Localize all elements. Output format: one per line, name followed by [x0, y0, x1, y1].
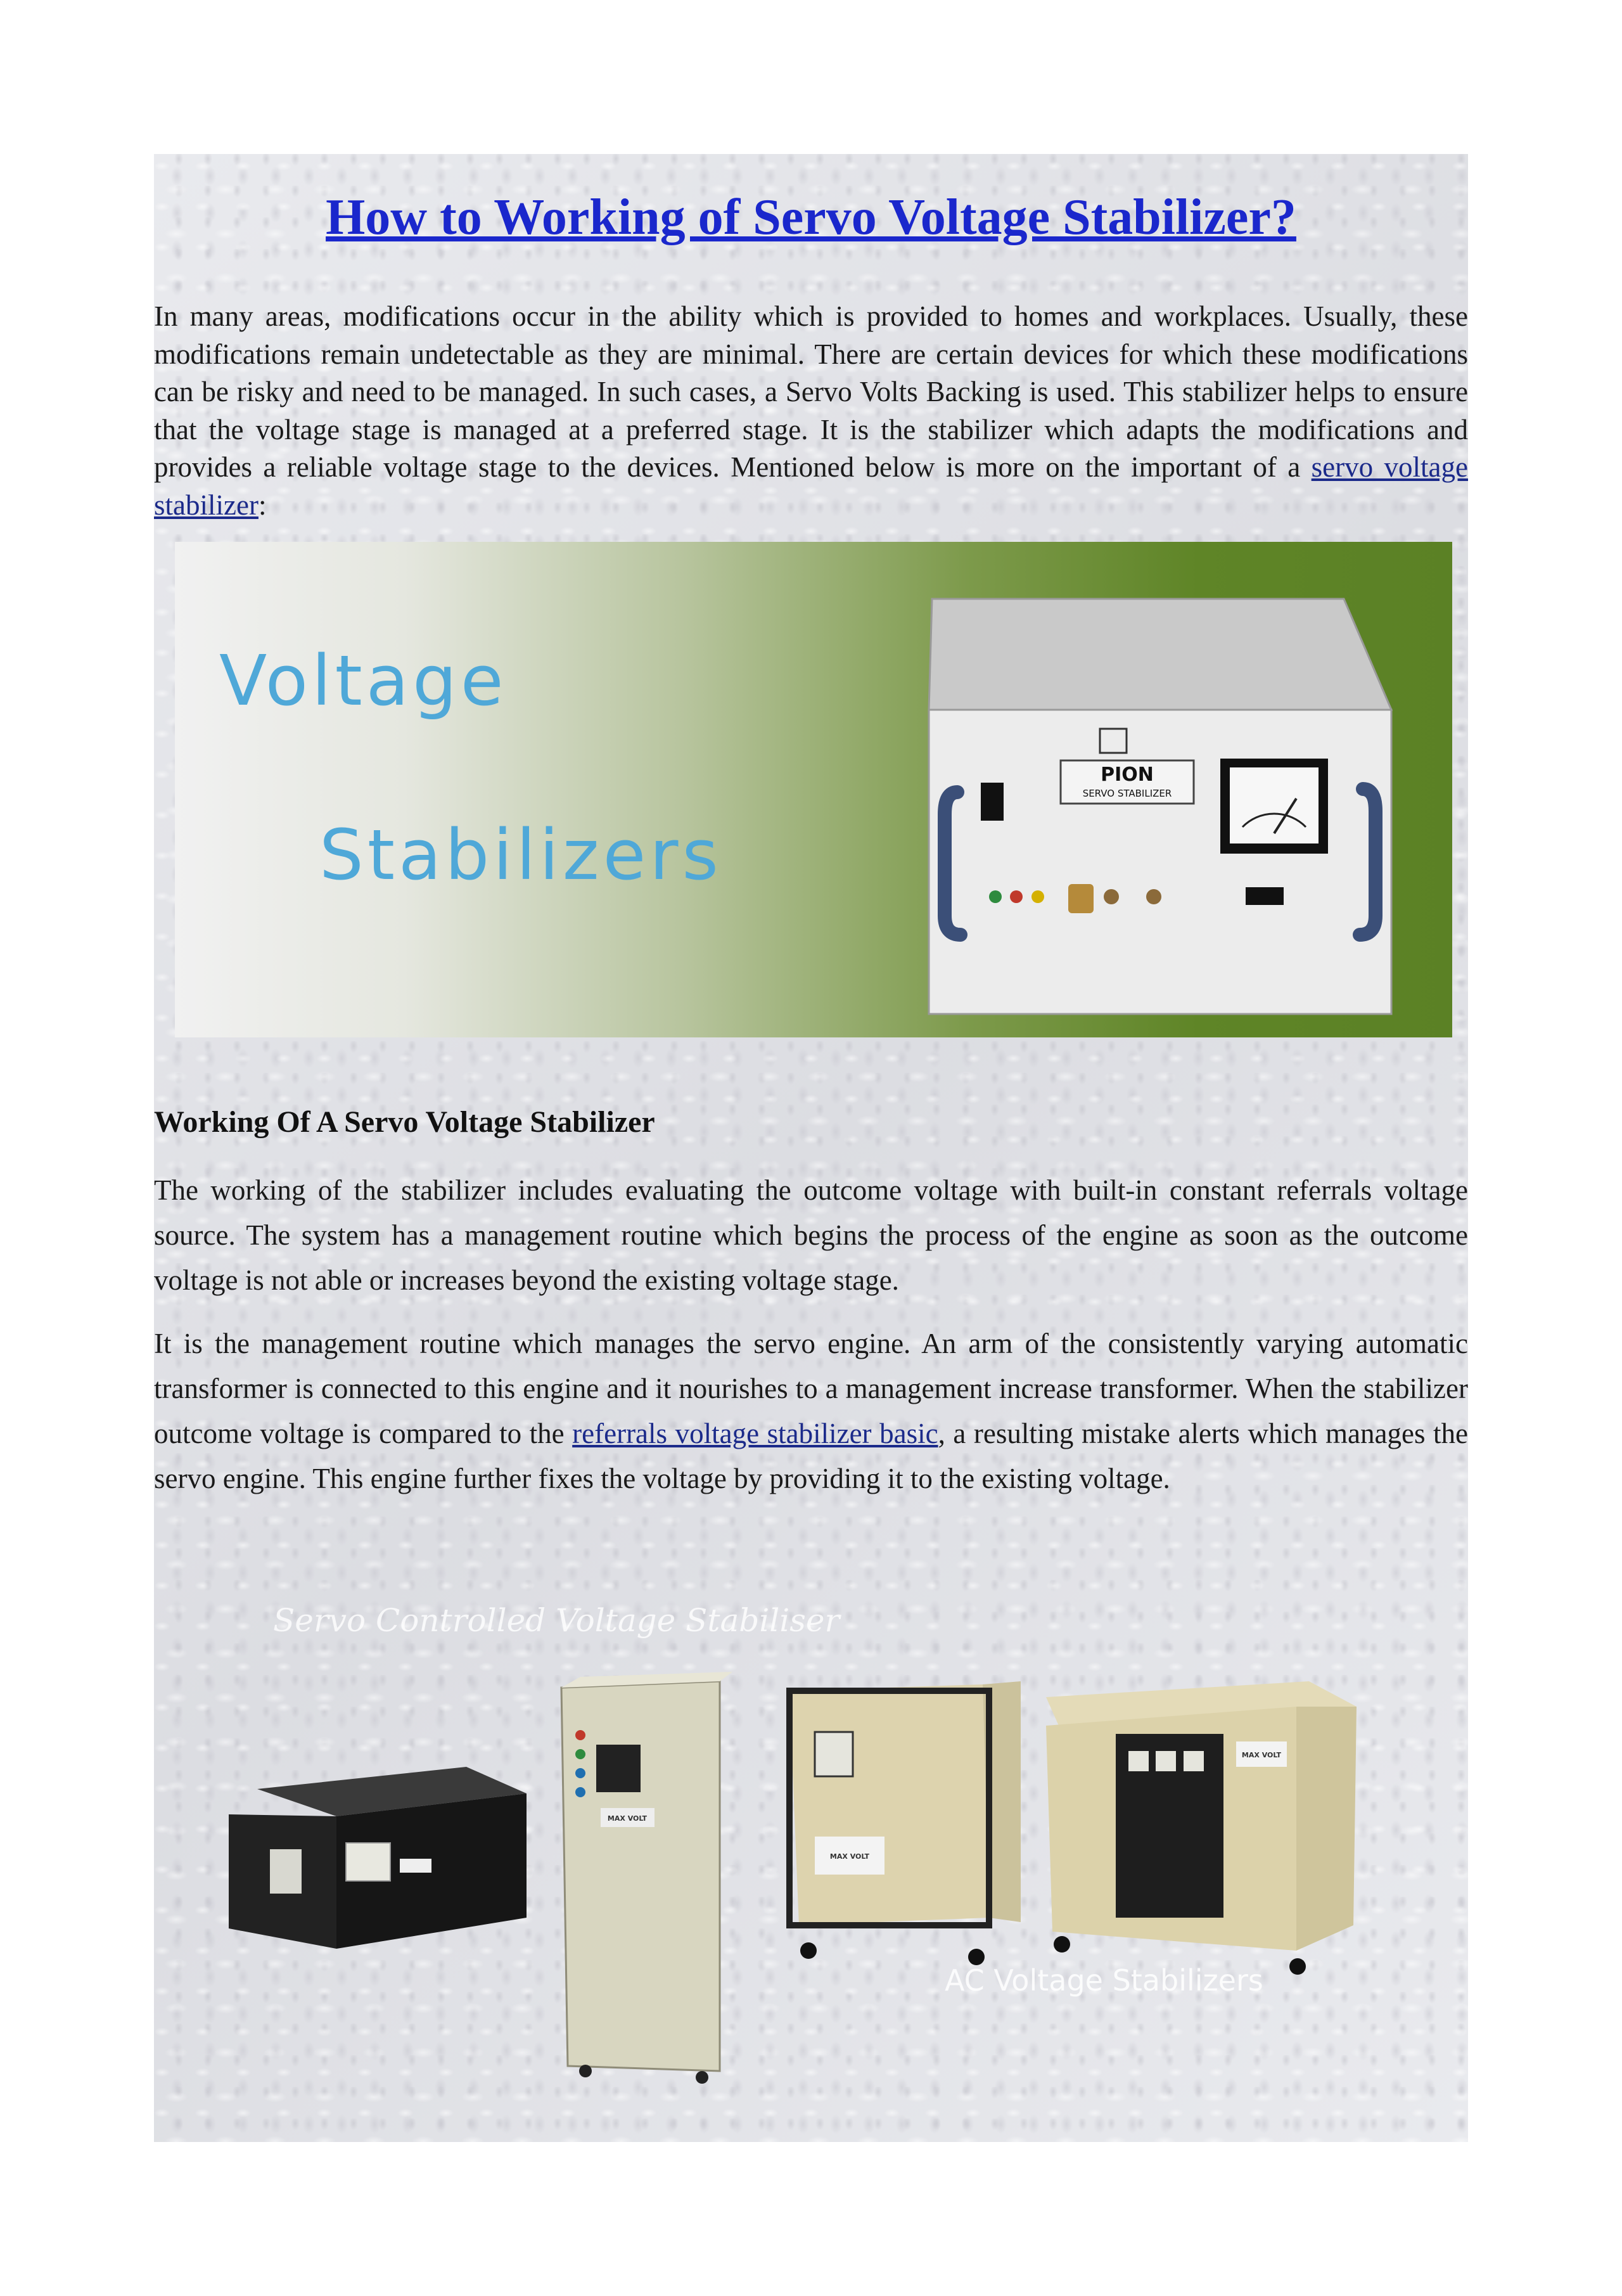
- section-heading-working: Working Of A Servo Voltage Stabilizer: [154, 1105, 655, 1139]
- overlay-caption: AC Voltage Stabilizers: [945, 1963, 1263, 1998]
- page-title[interactable]: How to Working of Servo Voltage Stabilizer?: [326, 189, 1296, 245]
- pion-stabilizer-unit-illustration: [175, 542, 1452, 1037]
- management-text-b: , a resulting mistake alerts which manages the servo engine. This engine further fixes the voltage by providing it to the existing voltage.: [154, 1418, 1469, 1494]
- pion-brand-sublabel: SERVO STABILIZER: [1082, 788, 1172, 799]
- working-paragraph: The working of the stabilizer includes evaluating the outcome voltage with built-in constant referrals voltage source. The system has a management routine which begins the process of the engine as soon as the outcome voltage is not able or increases beyond the existing voltage stage.: [154, 1174, 1468, 1296]
- unit4-brand-label: MAX VOLT: [1241, 1751, 1282, 1759]
- banner-word-voltage: Voltage: [219, 640, 508, 721]
- voltage-stabilizers-banner-image: [175, 542, 1452, 1037]
- banner-word-stabilizers: Stabilizers: [319, 814, 722, 895]
- unit2-brand-label: MAX VOLT: [607, 1814, 648, 1823]
- management-text-a: It is the management routine which manages the servo engine. An arm of the consistently varying automatic transformer is connected to this engine and it nourishes to a management increase transformer. When the stabilizer outcome voltage is compared to the: [154, 1328, 1468, 1449]
- intro-text: In many areas, modifications occur in the ability which is provided to homes and workplaces. Usually, these modifications remain undetectable as they are minimal. There are certain devices for which these modifications can be risky and need to be managed. In such cases, a Servo Volts Backing is used. This stabilizer helps to ensure that the voltage stage is managed at a preferred stage. It is the stabilizer which adapts the modifications and provides a reliable voltage stage to the devices. Mentioned below is more on the important of a: [154, 300, 1468, 483]
- intro-paragraph: [154, 298, 1468, 524]
- pion-brand-label: PION: [1101, 764, 1154, 786]
- intro-end: :: [258, 489, 267, 521]
- unit3-brand-label: MAX VOLT: [829, 1852, 870, 1861]
- page-sheet: [154, 154, 1468, 2142]
- overlay-title: Servo Controlled Voltage Stabiliser: [273, 1602, 840, 1639]
- servo-stabilizer-link[interactable]: servo voltage stabilizer: [154, 451, 1469, 521]
- stabilizer-units-illustration: [175, 1570, 1452, 2115]
- management-paragraph: [154, 1321, 1468, 1501]
- referrals-voltage-link[interactable]: referrals voltage stabilizer basic: [572, 1418, 938, 1449]
- stabilizer-products-image: [175, 1570, 1452, 2115]
